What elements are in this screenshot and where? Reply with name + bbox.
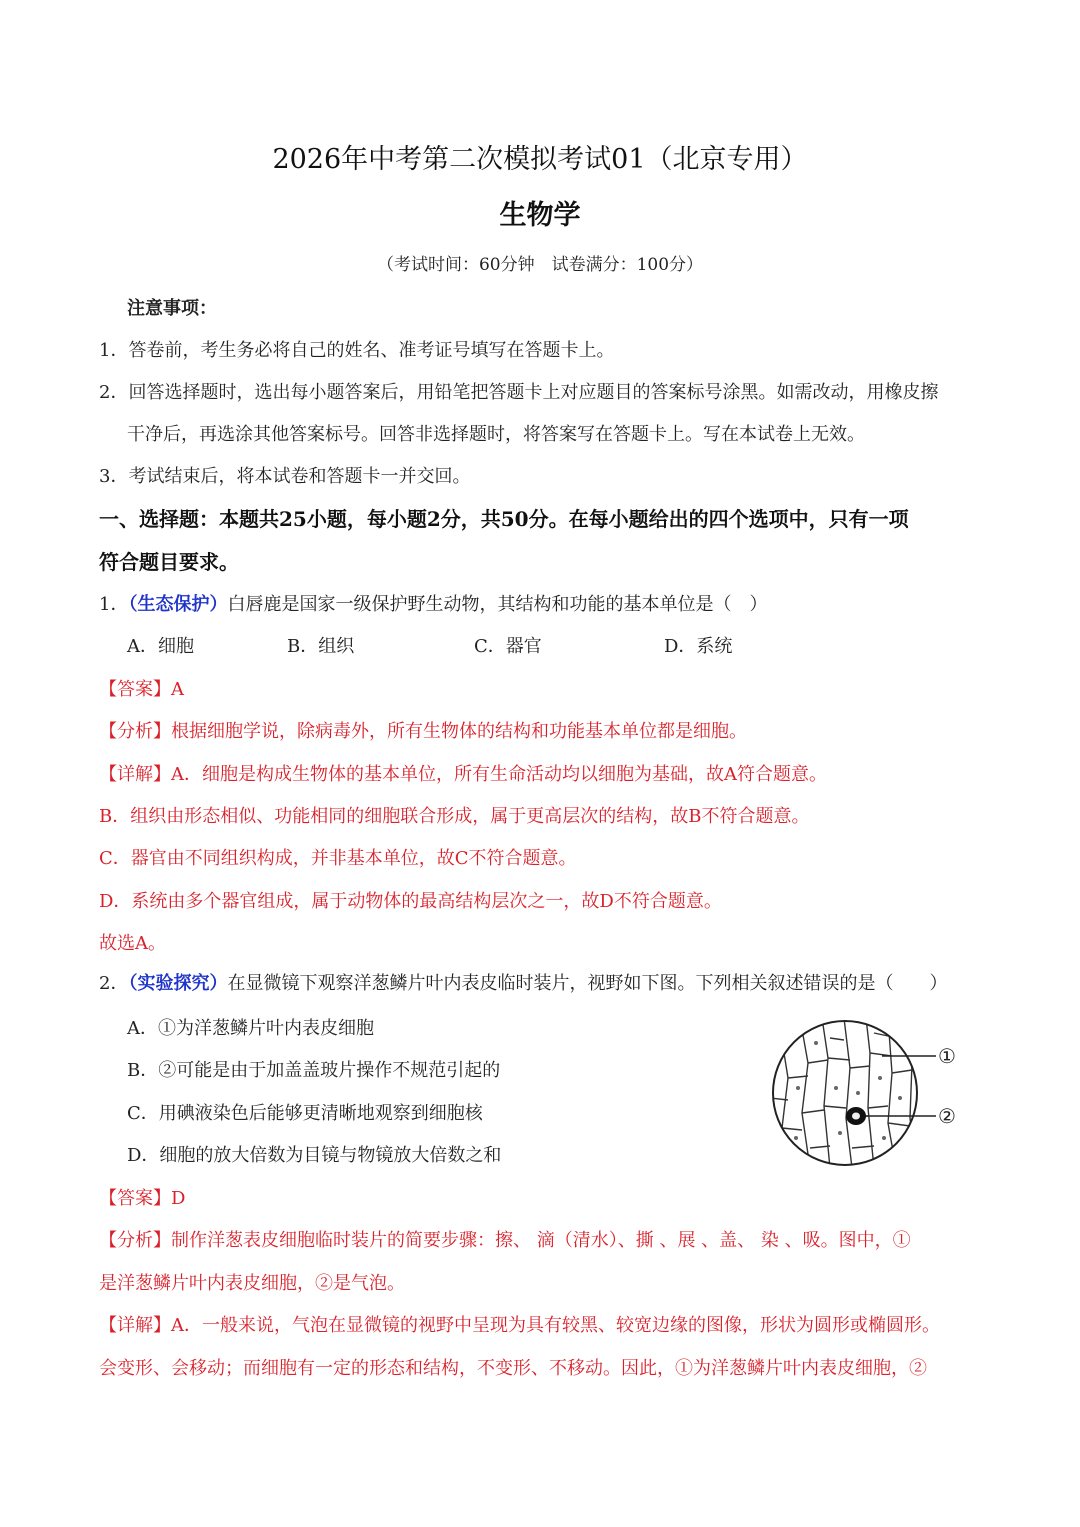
q2-stem-line	[99, 971, 947, 997]
figure-label-1: ①	[938, 1044, 956, 1068]
q2-option-b: B．②可能是由于加盖盖玻片操作不规范引起的	[127, 1060, 501, 1081]
figure-label-2: ②	[938, 1104, 956, 1128]
q1-detail-a-text: A．细胞是构成生物体的基本单位，所有生命活动均以细胞为基础，故A符合题意。	[171, 764, 827, 785]
q2-number: 2．	[99, 973, 129, 994]
q2-option-d: D．细胞的放大倍数为目镜与物镜放大倍数之和	[127, 1145, 502, 1166]
exam-title: 2026年中考第二次模拟考试01（北京专用）	[272, 144, 808, 175]
q1-stem-line	[99, 592, 767, 618]
q2-analysis-label: 【分析】	[99, 1230, 171, 1251]
field-boundary	[773, 1021, 917, 1165]
notice-item-1: 1．答卷前，考生务必将自己的姓名、准考证号填写在答题卡上。	[99, 340, 615, 361]
q2-analysis-1	[99, 1228, 911, 1254]
q2-detail-text-1: A．一般来说，气泡在显微镜的视野中呈现为具有较黑、较宽边缘的图像，形状为圆形或椭圆形。	[171, 1315, 940, 1336]
q2-analysis-text-1: 制作洋葱表皮细胞临时装片的简要步骤：擦、 滴（清水）、撕 、展 、盖、 染 、吸。图中，①	[171, 1230, 911, 1251]
q2-detail-1	[99, 1313, 940, 1339]
q2-stem: 在显微镜下观察洋葱鳞片叶内表皮临时装片，视野如下图。下列相关叙述错误的是（ ）	[227, 973, 948, 994]
q1-option-d: D．系统	[664, 636, 733, 657]
q1-detail-label: 【详解】	[99, 764, 171, 785]
section-heading-line2: 符合题目要求。	[99, 550, 239, 574]
q1-detail-d: D．系统由多个器官组成，属于动物体的最高结构层次之一，故D不符合题意。	[99, 891, 722, 912]
q1-answer	[99, 677, 184, 703]
exam-meta: （考试时间：60分钟 试卷满分：100分）	[376, 255, 704, 275]
q1-option-a: A．细胞	[127, 636, 194, 657]
q2-answer-value: D	[171, 1188, 186, 1209]
q1-detail-c: C．器官由不同组织构成，并非基本单位，故C不符合题意。	[99, 848, 577, 869]
air-bubble-center	[852, 1113, 860, 1120]
q1-tag: （生态保护）	[128, 594, 228, 615]
microscope-field-figure	[770, 1018, 970, 1168]
q2-answer	[99, 1186, 185, 1212]
q1-detail-b: B．组织由形态相似、功能相同的细胞联合形成，属于更高层次的结构，故B不符合题意。	[99, 806, 810, 827]
notice-heading: 注意事项：	[127, 298, 217, 319]
subject-title: 生物学	[499, 200, 581, 231]
notice-item-2a: 2．回答选择题时，选出每小题答案后，用铅笔把答题卡上对应题目的答案标号涂黑。如需改动，用橡皮擦	[99, 382, 939, 403]
q2-option-c: C．用碘液染色后能够更清晰地观察到细胞核	[127, 1103, 483, 1124]
q2-answer-label: 【答案】	[99, 1188, 171, 1209]
q2-option-a: A．①为洋葱鳞片叶内表皮细胞	[127, 1018, 374, 1039]
notice-item-2b: 干净后，再选涂其他答案标号。回答非选择题时，将答案写在答题卡上。写在本试卷上无效。	[127, 424, 865, 445]
q1-analysis-text: 根据细胞学说，除病毒外，所有生物体的结构和功能基本单位都是细胞。	[171, 721, 747, 742]
q1-analysis-label: 【分析】	[99, 721, 171, 742]
q1-option-c: C．器官	[474, 636, 542, 657]
notice-item-3: 3．考试结束后，将本试卷和答题卡一并交回。	[99, 466, 471, 487]
q1-number: 1．	[99, 594, 129, 615]
q1-detail-a	[99, 762, 827, 788]
q1-analysis	[99, 719, 747, 745]
q1-answer-value: A	[171, 679, 184, 700]
q1-answer-label: 【答案】	[99, 679, 171, 700]
q1-option-b: B．组织	[287, 636, 355, 657]
section-heading-line1: 一、选择题：本题共25小题，每小题2分，共50分。在每小题给出的四个选项中，只有一项	[99, 507, 909, 531]
q1-stem: 白唇鹿是国家一级保护野生动物，其结构和功能的基本单位是（ ）	[227, 594, 768, 615]
q2-tag: （实验探究）	[128, 973, 228, 994]
q2-analysis-2: 是洋葱鳞片叶内表皮细胞，②是气泡。	[99, 1273, 405, 1294]
q1-conclusion: 故选A。	[99, 933, 166, 954]
q2-detail-2: 会变形、会移动；而细胞有一定的形态和结构，不变形、不移动。因此，①为洋葱鳞片叶内表皮细胞，②	[99, 1358, 927, 1379]
q2-detail-label: 【详解】	[99, 1315, 171, 1336]
